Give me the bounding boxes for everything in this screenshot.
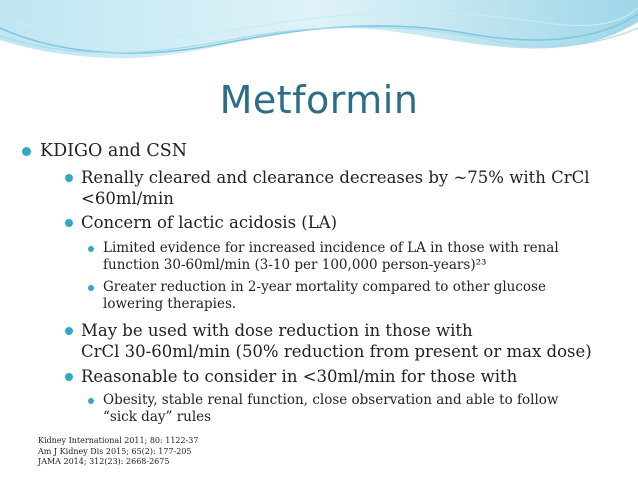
bullet-text: Greater reduction in 2-year mortality compared to other glucose <box>103 279 546 295</box>
bullet-icon <box>65 219 73 227</box>
bullet-item-level2 <box>65 212 625 233</box>
bullet-icon <box>88 398 94 404</box>
bullet-item-level2 <box>65 320 625 362</box>
bullet-text: lowering therapies. <box>103 296 237 312</box>
bullet-text: Reasonable to consider in <30ml/min for those with <box>81 367 518 386</box>
bullet-icon <box>88 246 94 252</box>
bullet-text: function 30-60ml/min (3-10 per 100,000 person-years)²³ <box>103 257 487 273</box>
bullet-item-level2 <box>65 167 625 209</box>
reference-3: JAMA 2014; 312(23): 2668-2675 <box>38 457 170 466</box>
bullet-item-level2 <box>65 366 625 387</box>
bullet-text: CrCl 30-60ml/min (50% reduction from present or max dose) <box>81 342 592 361</box>
bullet-item-level1 <box>22 140 187 162</box>
slide-title: Metformin <box>219 78 419 122</box>
bullet-icon <box>22 147 31 156</box>
bullet-item-level3 <box>88 240 608 274</box>
bullet-text: Renally cleared and clearance decreases by ~75% with CrCl <box>81 168 590 187</box>
bullet-item-level3 <box>88 279 608 313</box>
bullet-icon <box>65 327 73 335</box>
bullet-text: <60ml/min <box>81 189 174 208</box>
bullet-text: Concern of lactic acidosis (LA) <box>81 213 338 232</box>
reference-1: Kidney International 2011; 80: 1122-37 <box>38 436 199 445</box>
header-wave-decoration <box>0 0 638 80</box>
bullet-icon <box>65 373 73 381</box>
bullet-text: “sick day” rules <box>103 409 212 425</box>
bullet-text: KDIGO and CSN <box>40 141 188 161</box>
bullet-text: Limited evidence for increased incidence of LA in those with renal <box>103 240 559 256</box>
bullet-text: Obesity, stable renal function, close observation and able to follow <box>103 392 559 408</box>
references <box>38 436 198 468</box>
reference-2: Am J Kidney Dis 2015; 65(2): 177-205 <box>38 446 192 456</box>
bullet-icon <box>65 174 73 182</box>
bullet-item-level3 <box>88 392 608 426</box>
bullet-text: May be used with dose reduction in those with <box>81 321 473 340</box>
bullet-icon <box>88 285 94 291</box>
